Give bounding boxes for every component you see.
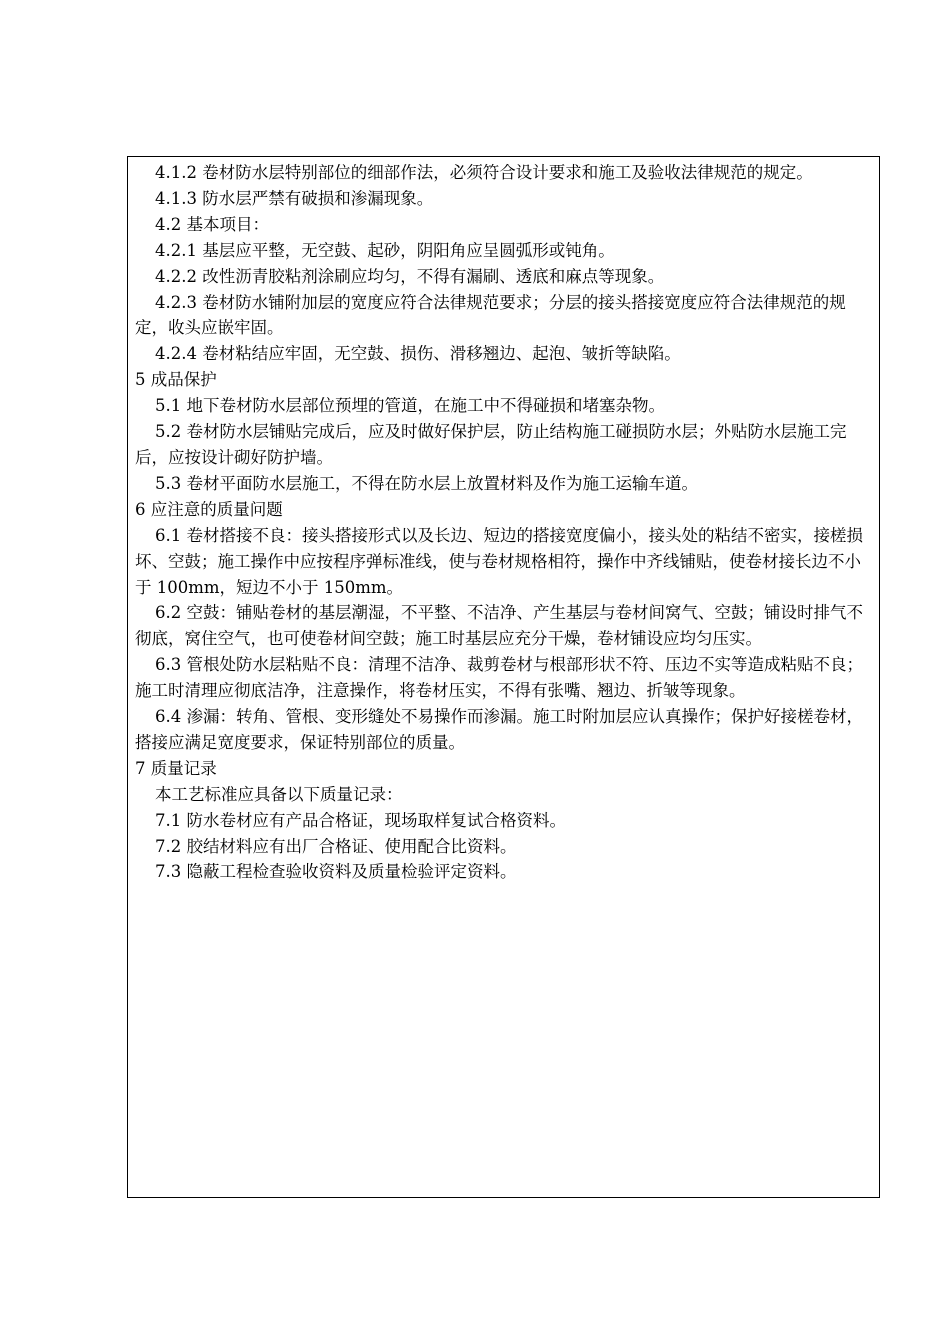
clause-4-1-2: 4.1.2 卷材防水层特别部位的细部作法，必须符合设计要求和施工及验收法律规范的规定。 bbox=[155, 163, 813, 182]
clause-5-3: 5.3 卷材平面防水层施工，不得在防水层上放置材料及作为施工运输车道。 bbox=[155, 473, 698, 493]
clause-6-2: 6.2 空鼓：铺贴卷材的基层潮湿，不平整、不洁净、产生基层与卷材间窝气、空鼓；铺设时排气不彻底，窝住空气，也可使卷材间空鼓；施工时基层应充分干燥，卷材铺设应均匀压实。 bbox=[135, 603, 863, 649]
section-5-heading: 5 成品保护 bbox=[135, 370, 217, 390]
section-6-heading: 6 应注意的质量问题 bbox=[135, 499, 283, 519]
clause-6-3: 6.3 管根处防水层粘贴不良：清理不洁净、裁剪卷材与根部形状不符、压边不实等造成粘贴不良；施工时清理应彻底洁净，注意操作，将卷材压实，不得有张嘴、翘边、折皱等现象。 bbox=[135, 655, 863, 701]
clause-4-2-2: 4.2.2 改性沥青胶粘剂涂刷应均匀，不得有漏刷、透底和麻点等现象。 bbox=[155, 266, 665, 286]
clause-4-1-3: 4.1.3 防水层严禁有破损和渗漏现象。 bbox=[155, 188, 434, 208]
clause-6-4: 6.4 渗漏：转角、管根、变形缝处不易操作而渗漏。施工时附加层应认真操作；保护好接槎卷材，搭接应满足宽度要求，保证特别部位的质量。 bbox=[135, 707, 863, 752]
clause-5-2: 5.2 卷材防水层铺贴完成后，应及时做好保护层，防止结构施工碰损防水层；外贴防水层施工完后，应按设计砌好防护墙。 bbox=[135, 422, 847, 467]
clause-7-2: 7.2 胶结材料应有出厂合格证、使用配合比资料。 bbox=[155, 836, 517, 856]
clause-5-1: 5.1 地下卷材防水层部位预埋的管道，在施工中不得碰损和堵塞杂物。 bbox=[155, 396, 665, 416]
document-body bbox=[135, 160, 875, 885]
clause-7-3: 7.3 隐蔽工程检查验收资料及质量检验评定资料。 bbox=[155, 862, 517, 882]
clause-4-2-4: 4.2.4 卷材粘结应牢固，无空鼓、损伤、滑移翘边、起泡、皱折等缺陷。 bbox=[155, 344, 681, 364]
clause-6-1: 6.1 卷材搭接不良：接头搭接形式以及长边、短边的搭接宽度偏小，接头处的粘结不密实，接槎损坏、空鼓；施工操作中应按程序弹标准线，使与卷材规格相符，操作中齐线铺贴，使卷材接长边不小于 100mm，短边不小于 150mm。 bbox=[135, 525, 863, 597]
clause-7-1: 7.1 防水卷材应有产品合格证，现场取样复试合格资料。 bbox=[155, 810, 566, 830]
clause-4-2-heading: 4.2 基本项目： bbox=[155, 214, 269, 234]
section-7-heading: 7 质量记录 bbox=[135, 758, 217, 778]
clause-4-2-1: 4.2.1 基层应平整，无空鼓、起砂，阴阳角应呈圆弧形或钝角。 bbox=[155, 240, 615, 260]
clause-4-2-3: 4.2.3 卷材防水铺附加层的宽度应符合法律规范要求；分层的接头搭接宽度应符合法律规范的规定，收头应嵌牢固。 bbox=[135, 292, 846, 338]
section-7-intro: 本工艺标准应具备以下质量记录： bbox=[155, 784, 403, 804]
